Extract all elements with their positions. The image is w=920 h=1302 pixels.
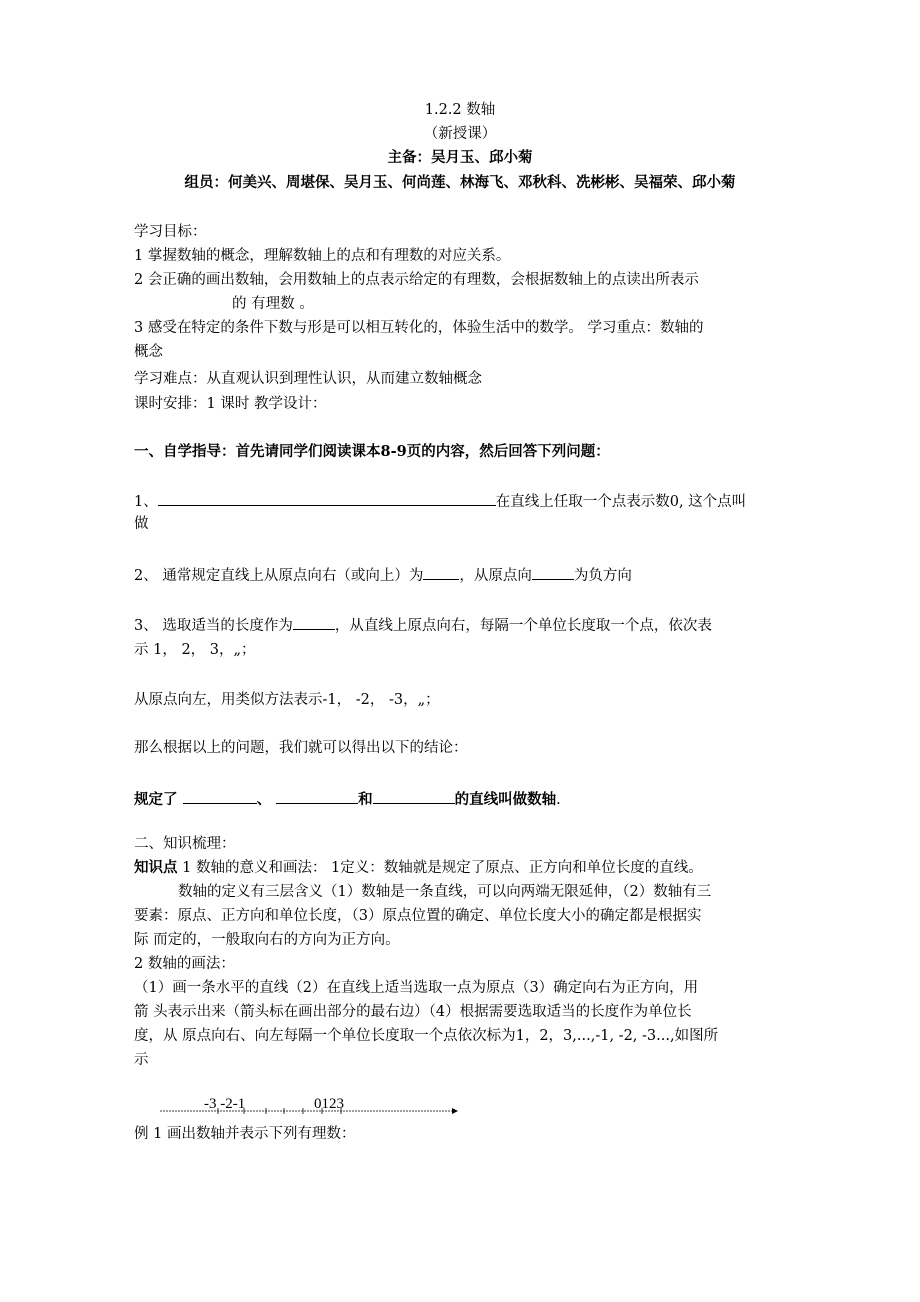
kp-text: 1 数轴的意义和画法： 1定义：数轴就是规定了原点、正方向和单位长度的直线。 bbox=[182, 860, 703, 876]
rule-text-b: 、 bbox=[256, 791, 272, 808]
q2-blank-1 bbox=[423, 564, 459, 580]
definition-line2: 要素：原点、正方向和单位长度，（3）原点位置的确定、单位长度大小的确定都是根据实 bbox=[134, 908, 702, 924]
axis-labels-positive: 0123 bbox=[314, 1096, 344, 1112]
goal-2-line1: 2 会正确的画出数轴，会用数轴上的点表示给定的有理数，会根据数轴上的点读出所表示 bbox=[134, 272, 699, 288]
doc-authors: 主备：吴月玉、邱小菊 bbox=[387, 149, 533, 166]
axis-labels-negative: -3 -2-1 bbox=[204, 1096, 246, 1112]
knowledge-point-1 bbox=[134, 858, 703, 878]
question-1-cont: 做 bbox=[134, 516, 149, 532]
drawing-line3: 度，从 原点向右、向左每隔一个单位长度取一个点依次标为1，2，3,...,-1, -2, -3...,如图所 bbox=[134, 1028, 719, 1044]
drawing-heading: 2 数轴的画法： bbox=[134, 956, 235, 972]
section1-heading: 一、自学指导：首先请同学们阅读课本8-9页的内容，然后回答下列问题： bbox=[134, 443, 610, 460]
goals-heading: 学习目标： bbox=[134, 224, 207, 240]
drawing-line4: 示 bbox=[134, 1052, 149, 1068]
q2-text-a: 2、 通常规定直线上从原点向右（或向上）为 bbox=[134, 568, 424, 584]
q2-blank-2 bbox=[532, 564, 574, 580]
rule-period: . bbox=[556, 792, 561, 808]
q2-text-c: 为负方向 bbox=[573, 568, 632, 584]
question-3 bbox=[134, 614, 712, 636]
rule-blank-1 bbox=[183, 788, 257, 804]
goal-3-line2: 概念 bbox=[134, 344, 163, 360]
axis-arrow-icon bbox=[452, 1108, 458, 1114]
doc-members: 组员：何美兴、周堪保、吴月玉、何尚莲、林海飞、邓秋科、冼彬彬、吴福荣、邱小菊 bbox=[184, 174, 736, 191]
goal-3-line1: 3 感受在特定的条件下数与形是可以相互转化的，体验生活中的数学。 学习重点：数轴的 bbox=[134, 320, 704, 336]
definition-line3: 际 而定的，一般取向右的方向为正方向。 bbox=[134, 932, 400, 948]
question-1 bbox=[134, 490, 746, 512]
q3-text-b: ，从直线上原点向右，每隔一个单位长度取一个点，依次表 bbox=[334, 618, 712, 634]
learning-difficulty: 学习难点：从直观认识到理性认识，从而建立数轴概念 bbox=[134, 371, 482, 387]
q1-text: 在直线上任取一个点表示数0, 这个点叫 bbox=[495, 494, 747, 510]
drawing-line1: （1）画一条水平的直线（2）在直线上适当选取一点为原点（3）确定向右为正方向，用 bbox=[134, 980, 699, 996]
conclusion-intro: 那么根据以上的问题，我们就可以得出以下的结论： bbox=[134, 740, 468, 756]
q3-text-a: 3、 选取适当的长度作为 bbox=[134, 618, 293, 634]
goal-2-line2: 的 有理数 。 bbox=[232, 296, 314, 312]
rule-text-a: 规定了 bbox=[134, 791, 178, 808]
goal-1: 1 掌握数轴的概念，理解数轴上的点和有理数的对应关系。 bbox=[134, 248, 511, 264]
left-direction-text: 从原点向左，用类似方法表示-1， -2， -3，„； bbox=[134, 692, 440, 708]
question-2 bbox=[134, 564, 632, 586]
rule-text-c: 和 bbox=[358, 791, 373, 808]
example-1: 例 1 画出数轴并表示下列有理数： bbox=[134, 1126, 356, 1142]
q3-blank bbox=[293, 614, 335, 630]
doc-subtitle: （新授课） bbox=[423, 126, 497, 142]
class-schedule: 课时安排：1 课时 教学设计： bbox=[134, 396, 327, 412]
q1-blank bbox=[158, 490, 496, 506]
q2-text-b: ，从原点向 bbox=[459, 568, 532, 584]
section2-heading: 二、知识梳理： bbox=[134, 836, 236, 852]
definition-line1: 数轴的定义有三层含义（1）数轴是一条直线，可以向两端无限延伸，（2）数轴有三 bbox=[178, 884, 712, 900]
rule-blank-2 bbox=[276, 788, 358, 804]
rule-text-d: 的直线叫做数轴 bbox=[454, 791, 557, 808]
doc-title: 1.2.2 数轴 bbox=[424, 102, 496, 118]
question-3-cont: 示 1， 2， 3，„； bbox=[134, 642, 256, 658]
drawing-line2: 箭 头表示出来（箭头标在画出部分的最右边）（4）根据需要选取适当的长度作为单位长 bbox=[134, 1004, 692, 1020]
kp-label: 知识点 bbox=[134, 859, 178, 876]
rule-statement bbox=[134, 788, 561, 810]
q1-number: 1、 bbox=[134, 494, 158, 510]
rule-blank-3 bbox=[373, 788, 455, 804]
